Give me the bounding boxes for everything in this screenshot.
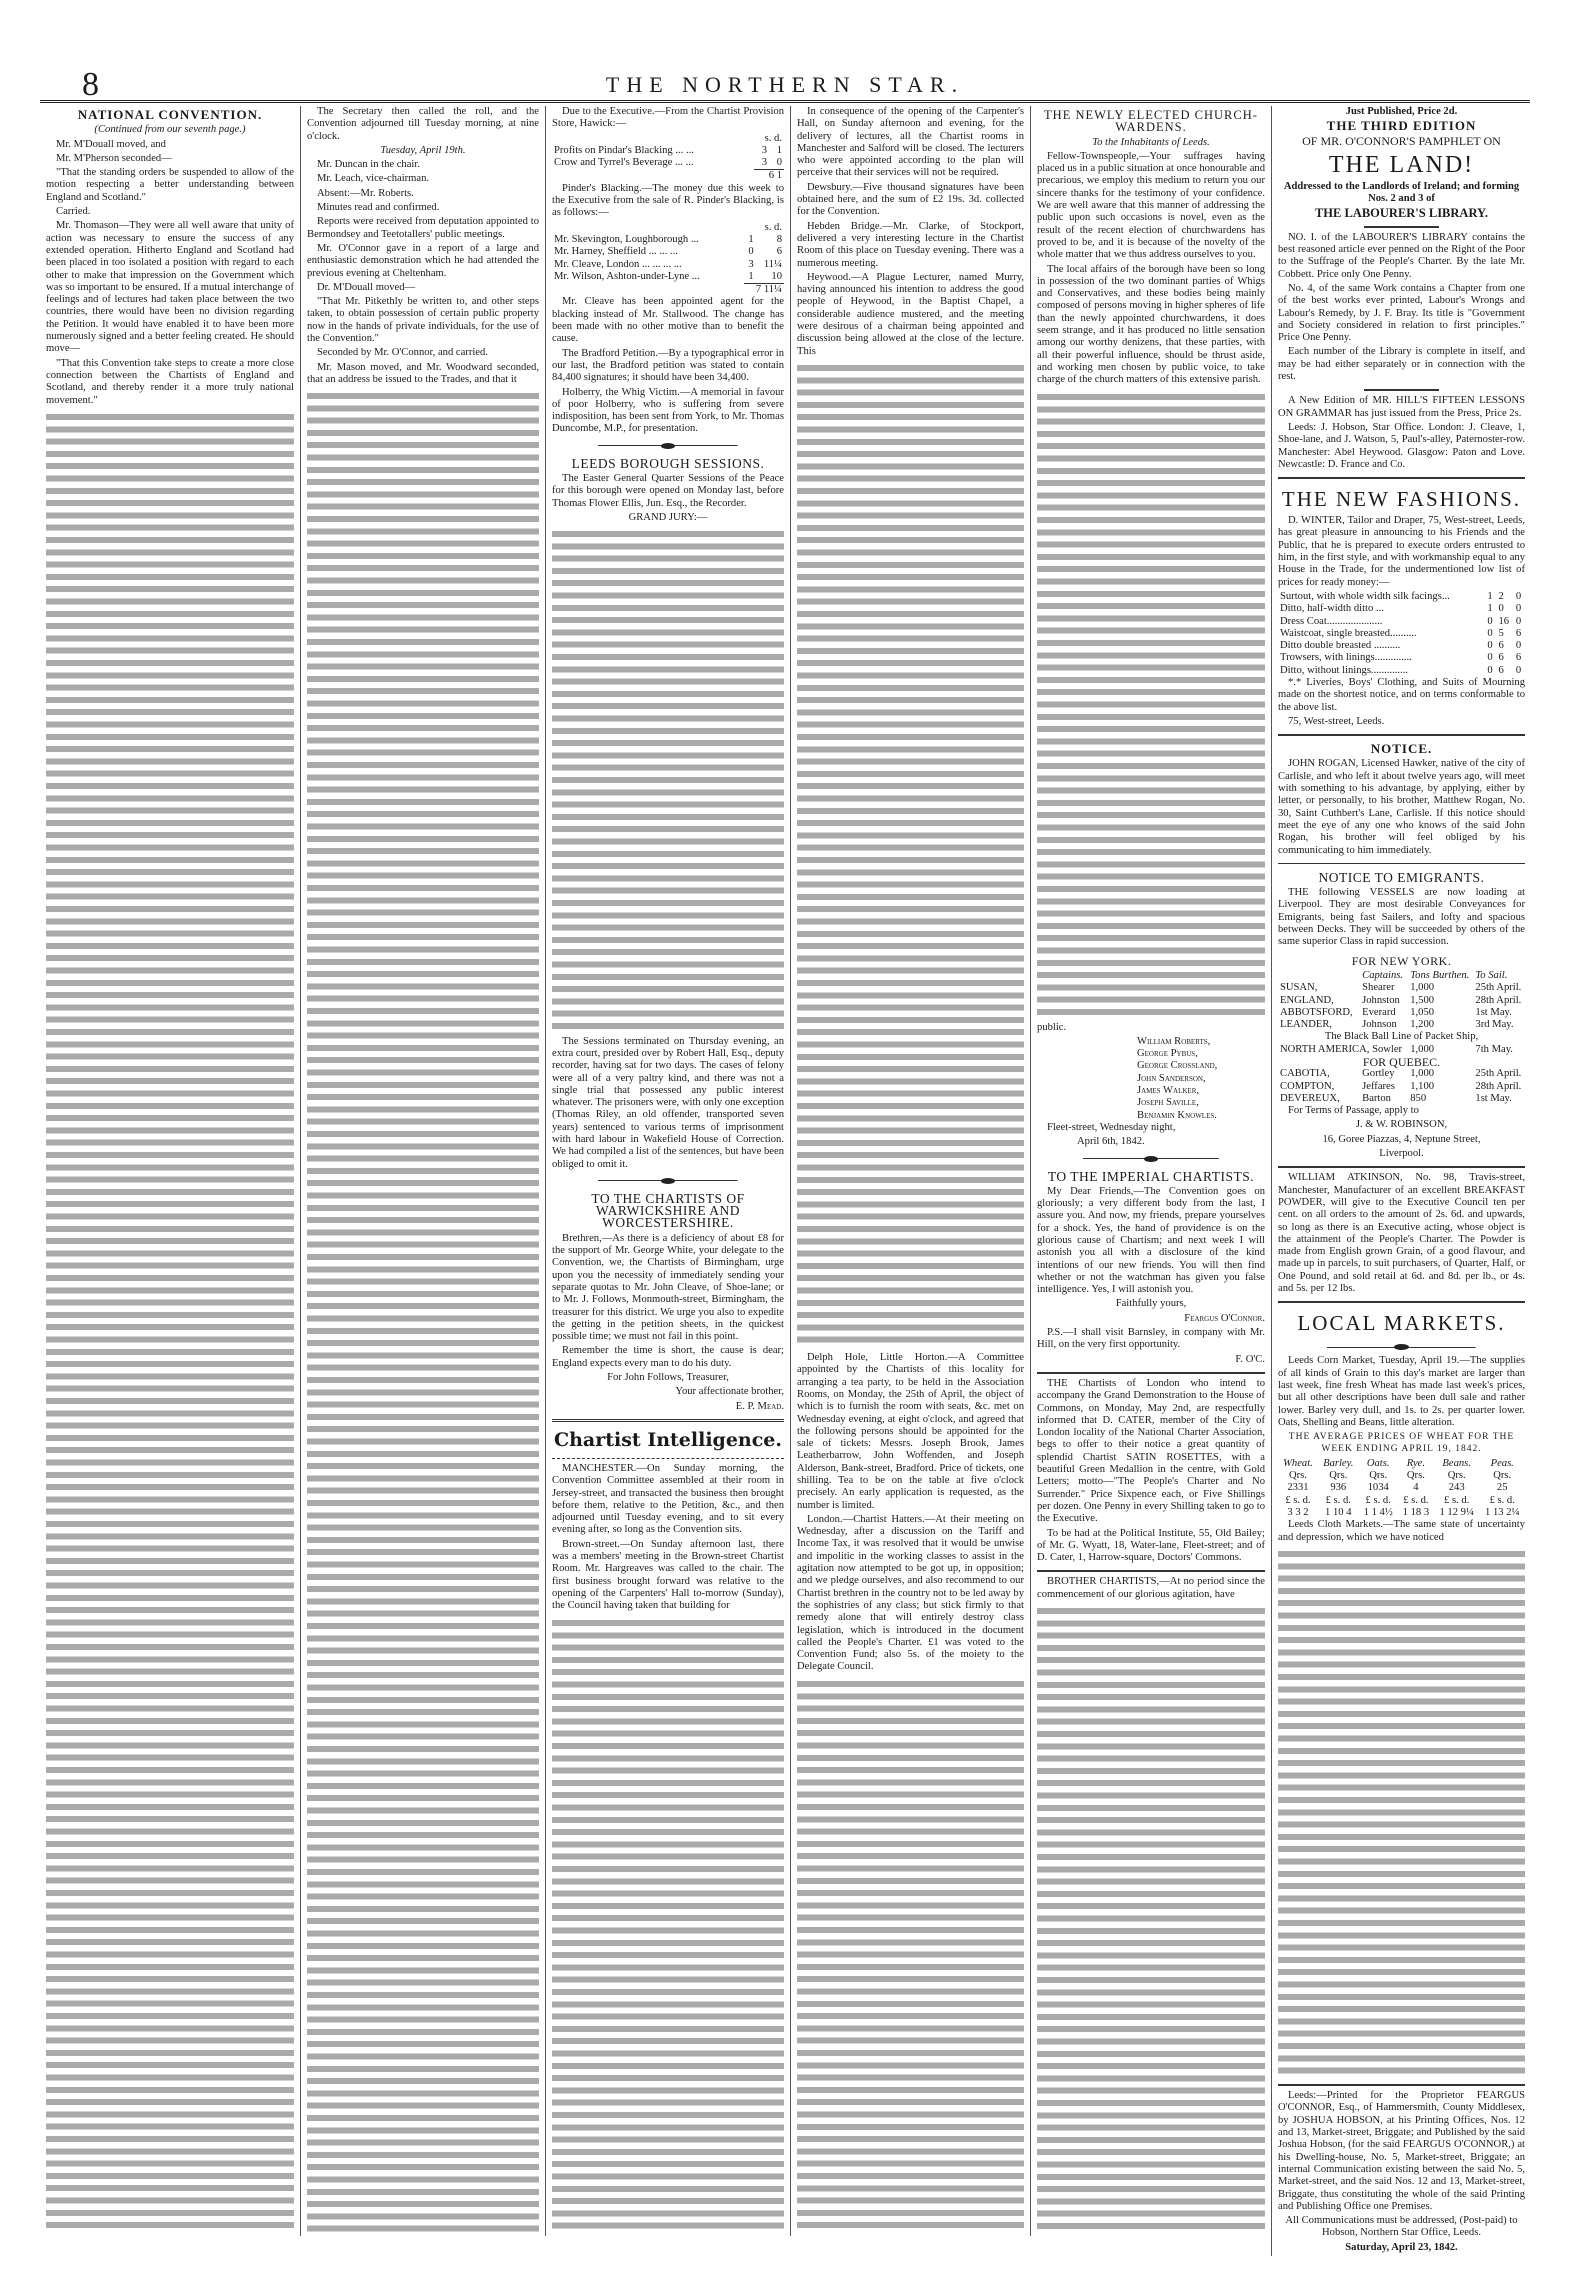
- ship-row: [1278, 1019, 1525, 1031]
- ad-line: THE THIRD EDITION: [1326, 118, 1477, 134]
- table-cell: 1,000: [1410, 982, 1435, 994]
- paragraph: The Sessions terminated on Thursday evening, an extra court, presided over by Robert Hall, Esq., deputy recorder, having sat for two days. The cases of felony were all of a very paltry kind, and there was not a single trial that possessed any public interest whatever. The prisoners were, with only one exception (Thomas Riley, an old offender, transported seven years) sentenced to various terms of imprisonment with hard labour in Wakefield House of Correction. We had compiled a list of the sentences, but have been obliged to omit it.: [552, 1035, 784, 1170]
- table-cell: 25th April.: [1475, 982, 1522, 994]
- column-6: [1271, 106, 1531, 2256]
- table-cell: 6: [1498, 652, 1504, 664]
- table-cell: 0: [1515, 640, 1522, 652]
- table-cell: £ s. d.: [1365, 1494, 1391, 1506]
- table-row: [1278, 1507, 1525, 1519]
- paragraph: No. 4, of the same Work contains a Chapter from one of the best works ever printed, Labour's Wrongs and Labour's Remedy, by J. F. Bray. Its title is "Government and Society considered in relation to first principles." Price One Penny.: [1278, 282, 1525, 344]
- ad-line: OF MR. O'CONNOR'S PAMPHLET ON: [1302, 133, 1501, 148]
- body-text-block: [552, 1617, 784, 2234]
- table-cell: 2: [1498, 590, 1504, 602]
- signatory: William Roberts,: [1137, 1035, 1211, 1047]
- paragraph: Leeds Corn Market, Tuesday, April 19.—The supplies of all kinds of Grain to this day's market are larger than last week, fine fresh Wheat has made last week's prices, but all other descriptions have been dull sale and rather lower. Barley very dull, and 1s. to 2s. per quarter lower. Oats, Shelling and Beans, little alteration.: [1278, 1355, 1525, 1428]
- table-cell: 0: [1515, 664, 1522, 676]
- ship-row: [1278, 1068, 1525, 1080]
- table-cell: £ s. d.: [1489, 1494, 1515, 1506]
- table-cell: 2331: [1287, 1482, 1309, 1494]
- table-cell: 6: [776, 246, 782, 258]
- paragraph: London.—Chartist Hatters.—At their meeting on Wednesday, after a discussion on the Tariff and Income Tax, it was resolved that it would be unwise and impolitic in the working classes to assist in the agitation now attempted to be got up, in opposition; and we pledge ourselves, and also recommend to our Chartist brethren in the country not to be led away by the sophistries of any class; but stick firmly to that remedy alone that will entirely destroy class legislation, which is introduced in the document called the People's Charter. £1 was voted to the Convention Fund; also 5s. of the moiety to the Delegate Council.: [797, 1513, 1024, 1673]
- divider: [1037, 1570, 1265, 1572]
- table-cell: 0: [776, 157, 782, 169]
- paragraph: Heywood.—A Plague Lecturer, named Murry, having announced his intention to address the good people of Heywood, in the Baptist Chapel, a considerable audience mustered, and the meeting were desirous of a chairman being appointed and discussion being allowed at the close of the lecture. This: [797, 271, 1024, 357]
- table-cell: CABOTIA,: [1280, 1068, 1330, 1080]
- column-3: [545, 106, 790, 2236]
- closing: Faithfully yours,: [1115, 1298, 1187, 1310]
- paragraph: Remember the time is short, the cause is dear; England expects every man to do his duty.: [552, 1345, 784, 1369]
- paragraph: The Bradford Petition.—By a typographical error in our last, the Bradford petition was stated to contain 84,400 signatures; it should have been 34,400.: [552, 347, 784, 384]
- table-cell: Tons Burthen.: [1410, 969, 1470, 981]
- paragraph: BROTHER CHARTISTS,—At no period since the commencement of our glorious agitation, have: [1037, 1576, 1265, 1600]
- table-cell: £ s. d.: [1285, 1494, 1311, 1506]
- subheading: To the Inhabitants of Leeds.: [1092, 136, 1210, 148]
- imprint: Leeds:—Printed for the Proprietor FEARGUS O'CONNOR, Esq., of Hammersmith, County Middlesex, by JOSHUA HOBSON, at his Printing Offices, Nos. 12 and 13, Market-street, Briggate; and Published by the said Joshua Hobson, (for the said FEARGUS O'CONNOR,) at his Dwelling-house, No. 5, Market-street, Briggate; an internal Communication existing between the said No. 5, Market-street, and the said Nos. 12 and 13, Market-street, Briggate, thus constituting the whole of the said Printing and Publishing Office one Premises.: [1278, 2090, 1525, 2212]
- table-cell: 6: [1515, 627, 1522, 639]
- table-cell: 1,200: [1410, 1019, 1435, 1031]
- table-cell: NORTH AMERICA, Sowler: [1280, 1043, 1403, 1055]
- signatory: John Sanderson,: [1137, 1072, 1206, 1084]
- ship-row: [1278, 995, 1525, 1007]
- table-cell: Barton: [1362, 1092, 1391, 1104]
- table-cell: 1 10 4: [1325, 1506, 1352, 1518]
- table-cell: Beans.: [1442, 1457, 1471, 1469]
- paragraph: Brown-street.—On Sunday afternoon last, there was a members' meeting in the Brown-street Chartist Room. Mr. Hargreaves was called to the chair. The first business brought forward was relative to the opening of the Carpenters' Hall to-morrow (Sunday), the Council having taken that building for: [552, 1538, 784, 1612]
- table-row: [552, 157, 784, 170]
- advertisement: WILLIAM ATKINSON, No. 98, Travis-street, Manchester, Manufacturer of an excellent BREAKFAST POWDER, will give to the Executive Council ten per cent. on all orders to the amount of 2s. 6d. and upwards, so long as there is an Executive acting, whose object is the attainment of the People's Charter. The Powder is made from English grown Grain, of a good flavour, and made up in parcels, to suit purchasers, of Quarter, Half, or One Pound, and sold retail at 6d. and 8d. per lb., or 4s. and 5s. per 12 lbs.: [1278, 1172, 1525, 1295]
- ship-row: [1278, 1007, 1525, 1019]
- table-row: [552, 222, 784, 234]
- table-cell: COMPTON,: [1280, 1080, 1335, 1092]
- table-cell: 16: [1498, 615, 1510, 627]
- table-cell: £ s. d.: [1444, 1494, 1470, 1506]
- paragraph: "That the standing orders be suspended to allow of the motion respecting a better understanding between England and Scotland.": [46, 167, 294, 203]
- table-row: [552, 284, 784, 297]
- paragraph: Minutes read and confirmed.: [317, 202, 440, 214]
- ship-row: [1278, 982, 1525, 994]
- table-cell: Surtout, with whole width silk facings...: [1280, 590, 1450, 602]
- price-list: [1278, 591, 1525, 677]
- table-cell: Qrs.: [1329, 1470, 1348, 1482]
- table-cell: ABBOTSFORD,: [1280, 1006, 1353, 1018]
- table-row: [1278, 1482, 1525, 1494]
- table-cell: s. d.: [764, 221, 782, 233]
- signature: Your affectionate brother,: [675, 1386, 784, 1398]
- table-row: [1278, 1056, 1525, 1068]
- paragraph: Pinder's Blacking.—The money due this week to the Executive from the sale of R. Pinder's Blacking, is as follows:—: [552, 182, 784, 219]
- table-cell: 3: [748, 258, 754, 270]
- paragraph: Mr. Leach, vice-chairman.: [317, 173, 430, 185]
- paragraph: For Terms of Passage, apply to: [1288, 1105, 1419, 1117]
- price-row: [1278, 640, 1525, 652]
- ad-line: Addressed to the Landlords of Ireland; and forming Nos. 2 and 3 of: [1283, 180, 1520, 205]
- table-cell: 25: [1496, 1482, 1508, 1494]
- price-row: [1278, 591, 1525, 603]
- paragraph: NO. I. of the LABOURER'S LIBRARY contains the best reasoned article ever penned on the Right of the Poor to the Suffrage of the People's Charter. By the late Mr. Cobbett. Price only One Penny.: [1278, 231, 1525, 280]
- ship-row: [1278, 1081, 1525, 1093]
- table-cell: 1: [748, 270, 754, 282]
- body-text-block: [46, 411, 294, 2233]
- ornament-divider: [1327, 1343, 1475, 1351]
- article-heading: TO THE CHARTISTS OF WARWICKSHIRE AND WORCESTERSHIRE.: [591, 1190, 745, 1231]
- body-text-block: [552, 528, 784, 1032]
- table-cell: 936: [1330, 1482, 1347, 1494]
- paragraph: Mr. Mason moved, and Mr. Woodward seconded, that an address be issued to the Trades, and that it: [307, 361, 539, 385]
- paragraph: Dewsbury.—Five thousand signatures have been obtained here, and the sum of £2 19s. 3d. collected for the Convention.: [797, 181, 1024, 218]
- table-cell: 11¼: [763, 258, 782, 270]
- paragraph: My Dear Friends,—The Convention goes on gloriously; a very different body from the last, I assure you. And now, my friends, prepare yourselves for a shock. Yes, the hand of providence is on the glorious cause of Chartism; and next week I will astonish you all with a disclosure of the kind intentions of our new friends. You will then find whether or not the watchman has given you false intelligence. Yes, I will astonish you.: [1037, 1185, 1265, 1296]
- paragraph: Brethren,—As there is a deficiency of about £8 for the support of Mr. George White, your delegate to the Convention, we, the Chartists of Birmingham, urge upon you the necessity of immediately sending your separate quotas to Mr. John Cleave, of Shoe-lane; or to Mr. J. Follows, Monmouth-street, Birmingham, the treasurer for this district. We urge you also to expedite the getting in the petition sheets, in the quickest possible time; we must not fail in this point.: [552, 1232, 784, 1343]
- paragraph: 75, West-street, Leeds.: [1288, 715, 1385, 727]
- table-cell: 850: [1410, 1092, 1427, 1104]
- table-cell: 28th April.: [1475, 1080, 1522, 1092]
- table-cell: The Black Ball Line of Packet Ship,: [1324, 1031, 1479, 1043]
- signatories-list: [1037, 1036, 1265, 1122]
- table-cell: Ditto, without linings..............: [1280, 664, 1409, 676]
- paragraph: Mr. M'Pherson seconded—: [56, 152, 172, 164]
- table-row: [1278, 1458, 1525, 1470]
- table-cell: 1: [1487, 590, 1493, 602]
- table-cell: Qrs.: [1369, 1470, 1388, 1482]
- table-cell: Qrs.: [1406, 1470, 1425, 1482]
- signatory: Joseph Saville,: [1137, 1097, 1199, 1109]
- paragraph: P.S.—I shall visit Barnsley, in company with Mr. Hill, on the very first opportunity.: [1037, 1327, 1265, 1351]
- ad-title: THE LAND!: [1328, 151, 1475, 178]
- masthead-rule: [40, 100, 1530, 103]
- table-cell: 1: [748, 233, 754, 245]
- ad-title: THE NEW FASHIONS.: [1281, 487, 1522, 512]
- table-cell: 0: [1515, 615, 1522, 627]
- paragraph: Delph Hole, Little Horton.—A Committee appointed by the Chartists of this locality for arranging a tea party, to be held in the Association Rooms, on Monday, the 25th of April, the object of which is to furnish the room with seats, &c. met on Wednesday evening, at eight o'clock, and agreed that the following persons should be appointed for the sale of tickets: Messrs. Joseph Brook, James Leatherbarrow, John Woffenden, and Joseph Alderson, Bank-street, Bradford. Price of tickets, one shilling. Tea to be on the table at five o'clock precisely. An early application is requested, as the number is limited.: [797, 1352, 1024, 1511]
- table-cell: 1: [776, 144, 782, 156]
- paragraph: D. WINTER, Tailor and Draper, 75, West-street, Leeds, has great pleasure in announcing to his Friends and the Public, that he is prepared to execute orders entrusted to him, in the first style, and with workmanship equal to any House in the Trade, for the undermentioned low list of prices for ready money:—: [1278, 515, 1525, 588]
- subheading: FOR NEW YORK.: [1351, 953, 1452, 968]
- ad-line: THE LABOURER'S LIBRARY.: [1314, 206, 1489, 221]
- column-5: [1030, 106, 1271, 2236]
- continued-note: (Continued from our seventh page.): [94, 124, 246, 136]
- table-cell: Qrs.: [1493, 1470, 1512, 1482]
- article-heading: LEEDS BOROUGH SESSIONS.: [571, 455, 765, 471]
- table-cell: SUSAN,: [1280, 982, 1318, 994]
- table-cell: £ s. d.: [1403, 1494, 1429, 1506]
- table-cell: Qrs.: [1288, 1470, 1307, 1482]
- column-1: [40, 106, 300, 2236]
- paragraph: Seconded by Mr. O'Connor, and carried.: [317, 347, 488, 359]
- divider: [1278, 1301, 1525, 1303]
- masthead: [40, 66, 1530, 103]
- table-cell: 7 11¼: [744, 284, 784, 297]
- table-cell: 0: [1487, 615, 1493, 627]
- signature: Feargus O'Connor.: [1184, 1312, 1265, 1324]
- table-cell: 3: [761, 157, 767, 169]
- paragraph: The local affairs of the borough have been so long in possession of the two dominant parties of Whigs and Conservatives, and these bodies being mainly composed of persons moving in higher spheres of life than the newly appointed churchwardens, it does seem strange, and it has produced no little sensation among our worthy denizens, that these parties, with all their powerful influence, should be thrust aside, and working men chosen by public voice, to take charge of the church matters of this extensive parish.: [1037, 263, 1265, 386]
- price-row: [1278, 665, 1525, 677]
- table-cell: 0: [1515, 590, 1522, 602]
- ornament-divider: [598, 1177, 737, 1185]
- ad-title: NOTICE.: [1370, 741, 1433, 757]
- divider: [1278, 734, 1525, 736]
- signature: For John Follows, Treasurer,: [607, 1372, 729, 1384]
- table-row: [1278, 970, 1525, 982]
- table-cell: Mr. Skevington, Loughborough ...: [554, 233, 699, 245]
- price-row: [1278, 628, 1525, 640]
- table-cell: Jeffares: [1362, 1080, 1395, 1092]
- date-line: April 6th, 1842.: [1077, 1136, 1145, 1148]
- body-text-block: [797, 362, 1024, 1349]
- table-cell: 1,050: [1410, 1006, 1435, 1018]
- paragraph: Due to the Executive.—From the Chartist Provision Store, Hawick:—: [552, 106, 784, 130]
- table-cell: 6: [1515, 652, 1522, 664]
- body-text-block: [797, 1678, 1024, 2233]
- paragraph: THE following VESSELS are now loading at Liverpool. They are most desirable Conveyances for Emigrants, being fast Sailers, and lofty and spacious between Decks. They will be succeeded by others of the same superior Class in rapid succession.: [1278, 887, 1525, 948]
- ad-line: Just Published, Price 2d.: [1345, 106, 1458, 117]
- table-row: [552, 170, 784, 183]
- signatory: Benjamin Knowles.: [1137, 1109, 1217, 1121]
- table-cell: 5: [1498, 627, 1504, 639]
- table-row: [552, 271, 784, 284]
- table-cell: FOR QUEBEC.: [1362, 1055, 1441, 1069]
- table-cell: 3: [761, 144, 767, 156]
- table-cell: 0: [1487, 627, 1493, 639]
- table-cell: Oats.: [1366, 1457, 1390, 1469]
- paragraph: The Easter General Quarter Sessions of the Peace for this borough were opened on Monday last, before Thomas Flower Ellis, Jun. Esq., the Recorder.: [552, 473, 784, 509]
- paragraph: "That this Convention take steps to create a more close connection between the Chartists of England and Scotland, and thereby render it a more truly national movement.": [46, 357, 294, 406]
- body-text-block: [1037, 1605, 1265, 2233]
- table-cell: 0: [1515, 603, 1522, 615]
- section-heading: LOCAL MARKETS.: [1297, 1311, 1506, 1336]
- paragraph: "That Mr. Pitkethly be written to, and other steps taken, to obtain possession of certain public property now in the hands of private individuals, for the use of the Convention.": [307, 296, 539, 345]
- table-cell: 1 1 4½: [1363, 1506, 1393, 1518]
- table-cell: 243: [1448, 1482, 1465, 1494]
- agent-city: Liverpool.: [1379, 1148, 1424, 1160]
- table-row: [552, 234, 784, 246]
- ornament-divider: [1083, 1155, 1220, 1163]
- table-cell: 1 18 3: [1402, 1506, 1430, 1518]
- table-cell: 7th May.: [1475, 1043, 1513, 1055]
- signatory: George Pybus,: [1137, 1048, 1198, 1060]
- paragraph: Mr. Thomason—They were all well aware that unity of action was necessary to ensure the success of any extended operation. Hitherto England and Scotland had been placed in too isolated a position with regard to each other to make that impression on the Government which was so important to be ensured. If a mutual interchange of feelings and of lectures had taken place between the two countries, there would have been no division regarding the Petition. It would have enabled it to have been more numerously signed and a better feeling created. He should move—: [46, 220, 294, 355]
- place-line: Fleet-street, Wednesday night,: [1047, 1121, 1176, 1133]
- table-cell: Mr. Wilson, Ashton-under-Lyne ...: [554, 271, 700, 283]
- table-cell: Qrs.: [1447, 1470, 1466, 1482]
- table-cell: Everard: [1362, 1006, 1396, 1018]
- table-cell: Trowsers, with linings..............: [1280, 652, 1412, 664]
- table-cell: 1 13 2¼: [1485, 1506, 1520, 1518]
- paragraph: Mr. Cleave has been appointed agent for the blacking instead of Mr. Stallwood. The change has been made with no other motive than to benefit the cause.: [552, 296, 784, 345]
- paragraph: Holberry, the Whig Victim.—A memorial in favour of poor Holberry, who is suffering from severe indisposition, has been sent from York, to Mr. Thomas Duncombe, M.P., for presentation.: [552, 386, 784, 435]
- table-cell: 0: [1487, 652, 1493, 664]
- advertisement: THE Chartists of London who intend to accompany the Grand Demonstration to the House of Commons, on Monday, May 2nd, are respectfully informed that D. CATER, member of the City of London locality of the National Charter Association, begs to offer to their notice a great quantity of splendid Chartist SATIN ROSETTES, with a beautiful Green Medallion in the centre, with Gold Letters; motto—"The People's Charter and No Surrender." Price Sixpence each, or Five Shillings per dozen. One Penny in every Shilling taken to go to the Executive.: [1037, 1377, 1265, 1525]
- table-cell: s. d.: [764, 132, 782, 144]
- table-cell: 1034: [1367, 1482, 1389, 1494]
- grain-prices-table: [1278, 1458, 1525, 1519]
- table-cell: 0: [1487, 664, 1493, 676]
- paragraph: Fellow-Townspeople,—Your suffrages having placed us in a public situation at once honourable and precarious, we employ this medium to return you our sincere thanks for the testimony of your confidence. We are well aware that this manner of addressing the public upon such occasions is novel, even as the result of the recent election of churchwardens has proved to be, and it is because of the novelty of the whole matter that we thus address ourselves to you.: [1037, 150, 1265, 261]
- table-cell: ENGLAND,: [1280, 994, 1334, 1006]
- table-cell: DEVEREUX,: [1280, 1092, 1340, 1104]
- table-cell: 1,100: [1410, 1080, 1435, 1092]
- table-cell: 6: [1498, 664, 1504, 676]
- divider: [1037, 1372, 1265, 1374]
- table-cell: Mr. Cleave, London ... ... ... ...: [554, 258, 682, 270]
- table-cell: Profits on Pindar's Blacking ... ...: [554, 144, 694, 156]
- page-number: 8: [82, 66, 99, 103]
- table-cell: To Sail.: [1475, 969, 1508, 981]
- table-cell: 1st May.: [1475, 1006, 1512, 1018]
- subheading: THE AVERAGE PRICES OF WHEAT FOR THE WEEK ENDING APRIL 19, 1842.: [1288, 1432, 1515, 1455]
- imprint-note: All Communications must be addressed, (Post-paid) to Hobson, Northern Star Office, Leeds.: [1285, 2215, 1518, 2239]
- table-cell: Mr. Harney, Sheffield ... ... ...: [554, 246, 678, 258]
- table-cell: 3rd May.: [1475, 1019, 1514, 1031]
- signatory: George Crossland,: [1137, 1060, 1218, 1072]
- ships-table: [1278, 970, 1525, 1105]
- ad-title: NOTICE TO EMIGRANTS.: [1318, 869, 1485, 885]
- table-cell: Gortley: [1362, 1068, 1395, 1080]
- table-cell: 1,500: [1410, 994, 1435, 1006]
- signature: F. O'C.: [1235, 1353, 1265, 1365]
- table-cell: 6: [1498, 640, 1504, 652]
- divider: [552, 1458, 784, 1459]
- divider: [1364, 389, 1438, 391]
- table-cell: Ditto double breasted ..........: [1280, 640, 1401, 652]
- advertisement: To be had at the Political Institute, 55, Old Bailey; of Mr. G. Wyatt, 18, Water-lane, Fleet-street; and of D. Cater, 1, Harrow-square, Doctors' Commons.: [1037, 1527, 1265, 1564]
- table-cell: Waistcoat, single breasted..........: [1280, 627, 1417, 639]
- article-heading: THE NEWLY ELECTED CHURCH-WARDENS.: [1044, 108, 1258, 135]
- table-cell: 3 3 2: [1287, 1506, 1309, 1518]
- table-cell: 4: [1413, 1482, 1419, 1494]
- table-cell: £ s. d.: [1325, 1494, 1351, 1506]
- body-text-block: [307, 390, 539, 2233]
- paragraph: MANCHESTER.—On Sunday morning, the Convention Committee assembled at their room in Jersey-street, and transacted the business then brought before them, relative to the Petition, &c., and then adjourned until Tuesday evening, and to sit every evening after, so long as the Convention sits.: [552, 1462, 784, 1536]
- subheading: GRAND JURY:—: [628, 511, 708, 523]
- table-row: [1278, 1470, 1525, 1482]
- table-cell: Ditto, half-width ditto ...: [1280, 603, 1384, 615]
- table-cell: Johnston: [1362, 994, 1400, 1006]
- table-cell: 1,000: [1410, 1068, 1435, 1080]
- signatory: James Walker,: [1137, 1085, 1200, 1097]
- divider: [1278, 1166, 1525, 1168]
- table-cell: 1 12 9¼: [1439, 1506, 1474, 1518]
- paragraph: Absent:—Mr. Roberts.: [317, 187, 414, 199]
- table-cell: 1st May.: [1475, 1092, 1512, 1104]
- paragraph: Mr. Duncan in the chair.: [317, 159, 420, 171]
- paragraph: Dr. M'Douall moved—: [317, 281, 416, 293]
- paragraph: The Secretary then called the roll, and the Convention adjourned till Tuesday morning, at nine o'clock.: [307, 106, 539, 142]
- paragraph: Leeds Cloth Markets.—The same state of uncertainty and depression, which we have noticed: [1278, 1519, 1525, 1543]
- table-cell: 8: [776, 233, 782, 245]
- section-heading: Chartist Intelligence.: [553, 1428, 783, 1451]
- ornament-divider: [598, 442, 737, 450]
- agent-name: J. & W. ROBINSON,: [1355, 1119, 1448, 1131]
- article-heading: NATIONAL CONVENTION.: [77, 107, 263, 122]
- column-2: [300, 106, 545, 2236]
- table-cell: 25th April.: [1475, 1068, 1522, 1080]
- body-text-block: [1037, 391, 1265, 1019]
- table-cell: 1,000: [1410, 1043, 1435, 1055]
- table-cell: 0: [748, 246, 754, 258]
- table-row: [552, 259, 784, 271]
- newspaper-title: THE NORTHERN STAR.: [605, 72, 965, 97]
- paragraph: Carried.: [56, 206, 91, 218]
- price-row: [1278, 652, 1525, 664]
- paragraph: public.: [1037, 1021, 1067, 1033]
- paragraph: Each number of the Library is complete in itself, and may be had either separately or in connection with the rest.: [1278, 346, 1525, 383]
- signature: E. P. Mead.: [735, 1400, 784, 1412]
- paragraph: Mr. O'Connor gave in a report of a large and enthusiastic demonstration which he had attended the previous evening at Cheltenham.: [307, 242, 539, 279]
- divider: [1278, 477, 1525, 479]
- table-cell: Crow and Tyrrel's Beverage ... ...: [554, 157, 694, 169]
- table-cell: Rye.: [1406, 1457, 1426, 1469]
- table-row: [552, 246, 784, 258]
- table-cell: 28th April.: [1475, 994, 1522, 1006]
- table-cell: Captains.: [1362, 969, 1404, 981]
- table-row: [552, 133, 784, 145]
- ship-row: [1278, 1093, 1525, 1105]
- date-heading: Tuesday, April 19th.: [380, 144, 466, 156]
- table-cell: LEANDER,: [1280, 1019, 1333, 1031]
- table-cell: Barley.: [1323, 1457, 1354, 1469]
- agent-address: 16, Goree Piazzas, 4, Neptune Street,: [1322, 1133, 1481, 1145]
- price-row: [1278, 616, 1525, 628]
- blacking-dues-table: [552, 222, 784, 297]
- paragraph: Hebden Bridge.—Mr. Clarke, of Stockport, delivered a very interesting lecture in the Chartist Room of this place on Tuesday evening. There was a numerous meeting.: [797, 220, 1024, 269]
- paragraph: JOHN ROGAN, Licensed Hawker, native of the city of Carlisle, and who left it about twelve years ago, will meet with something to his advantage, by applying, either by letter, or personally, to his brother, Matthew Rogan, No. 30, Saint Cuthbert's Lane, Carlisle. If this notice should meet the eye of any one who knows of the said John Rogan, his brother will feel obliged by his communicating to him immediately.: [1278, 758, 1525, 856]
- divider: [552, 1419, 784, 1422]
- paragraph: Reports were received from deputation appointed to Bermondsey and Teetotallers' public meetings.: [307, 216, 539, 240]
- divider: [1278, 2084, 1525, 2086]
- paragraph: A New Edition of MR. HILL'S FIFTEEN LESSONS ON GRAMMAR has just issued from the Press, Price 2s.: [1278, 395, 1525, 419]
- table-cell: Dress Coat.....................: [1280, 615, 1383, 627]
- column-4: [790, 106, 1030, 2236]
- table-cell: 6 1: [754, 170, 784, 183]
- divider: [1364, 226, 1438, 228]
- price-row: [1278, 603, 1525, 615]
- paragraph: In consequence of the opening of the Carpenter's Hall, on Sunday afternoon and evening, for the delivery of lectures, all the Chartist rooms in Manchester and Salford will be closed. The lecturers who were appointed according to the plan will perceive that their services will not be required.: [797, 106, 1024, 179]
- body-text-block: [1278, 1548, 1525, 2077]
- table-cell: 1: [1487, 603, 1493, 615]
- table-cell: Wheat.: [1283, 1457, 1313, 1469]
- table-cell: 10: [771, 270, 782, 282]
- article-heading: TO THE IMPERIAL CHARTISTS.: [1047, 1168, 1255, 1184]
- paragraph: Mr. M'Douall moved, and: [56, 138, 166, 150]
- table-cell: Shearer: [1362, 982, 1395, 994]
- table-row: [1278, 1495, 1525, 1507]
- table-cell: 0: [1487, 640, 1493, 652]
- executive-dues-table: [552, 133, 784, 183]
- table-cell: Peas.: [1490, 1457, 1514, 1469]
- table-row: [552, 145, 784, 157]
- divider: [1278, 863, 1525, 864]
- paragraph: *.* Liveries, Boys' Clothing, and Suits of Mourning made on the shortest notice, and on terms conformable to the above list.: [1278, 676, 1525, 713]
- paragraph: Leeds: J. Hobson, Star Office. London: J. Cleave, 1, Shoe-lane, and J. Watson, 5, Paul's-alley, Paternoster-row. Manchester: Abel Heywood. Glasgow: Paton and Love. Newcastle: D. France and Co.: [1278, 421, 1525, 470]
- table-cell: 0: [1498, 603, 1504, 615]
- table-cell: Johnson: [1362, 1019, 1397, 1031]
- issue-date: Saturday, April 23, 1842.: [1345, 2241, 1458, 2253]
- table-row: [1278, 1031, 1525, 1043]
